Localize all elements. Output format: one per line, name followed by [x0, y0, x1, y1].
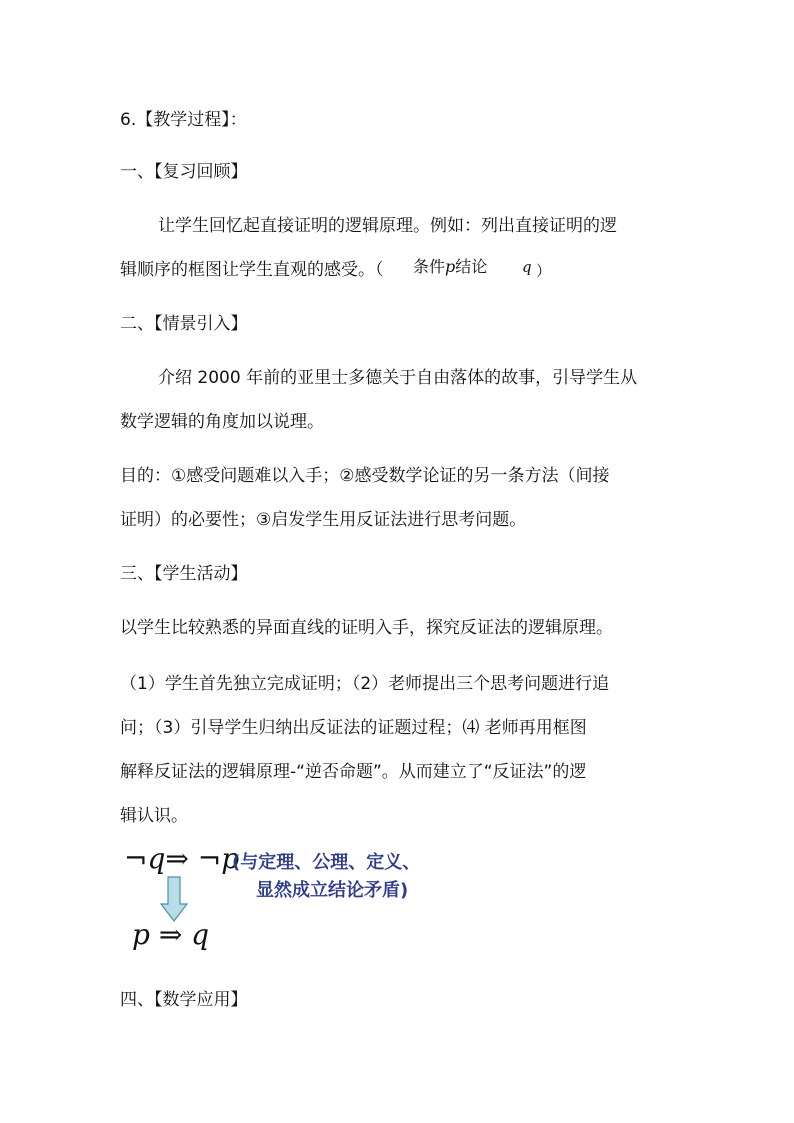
- activity-steps-line2: 问；（3）引导学生归纳出反证法的证题过程；⑷ 老师再用框图: [120, 718, 587, 738]
- contradiction-note-line1: (与定理、公理、定义、: [232, 852, 421, 873]
- contrapositive-expression: ¬q⇒ ¬p: [124, 842, 240, 875]
- section-scenario-title: 二、【情景引入】: [120, 314, 248, 334]
- scenario-paragraph-line1: 介绍 2000 年前的亚里士多德关于自由落体的故事，引导学生从: [158, 368, 638, 388]
- formula-close-paren: ）: [536, 262, 552, 280]
- down-arrow-icon: [160, 876, 188, 922]
- section-review-title: 一、【复习回顾】: [120, 162, 248, 182]
- section-application-title: 四、【数学应用】: [120, 990, 248, 1010]
- original-implication: p ⇒ q: [132, 918, 210, 951]
- formula-condition-label: 条件: [413, 257, 446, 276]
- inline-logic-formula: [413, 254, 487, 277]
- activity-steps-line1: （1）学生首先独立完成证明；（2）老师提出三个思考问题进行追: [120, 674, 610, 694]
- contrapositive-diagram: [124, 842, 464, 962]
- section-activity-title: 三、【学生活动】: [120, 564, 248, 584]
- process-heading: 6.【教学过程】：: [120, 110, 247, 130]
- formula-conclusion-label: 结论: [455, 257, 488, 276]
- review-paragraph-line1: 让学生回忆起直接证明的逻辑原理。例如：列出直接证明的逻: [158, 216, 617, 236]
- scenario-paragraph-line2: 数学逻辑的角度加以说理。: [120, 412, 324, 432]
- purpose-line2: 证明）的必要性；③启发学生用反证法进行思考问题。: [120, 510, 527, 530]
- activity-steps-line4: 辑认识。: [120, 806, 188, 826]
- activity-steps-line3: 解释反证法的逻辑原理-“逆否命题”。从而建立了“反证法”的逻: [120, 762, 587, 782]
- formula-q-symbol: q: [522, 258, 532, 276]
- activity-paragraph: 以学生比较熟悉的异面直线的证明入手，探究反证法的逻辑原理。: [120, 618, 613, 638]
- review-paragraph-line2: 辑顺序的框图让学生直观的感受。（: [120, 260, 384, 280]
- contradiction-note-line2: 显然成立结论矛盾): [256, 880, 409, 901]
- purpose-line1: 目的：①感受问题难以入手；②感受数学论证的另一条方法（间接: [120, 466, 610, 486]
- formula-p-symbol: p: [445, 257, 456, 276]
